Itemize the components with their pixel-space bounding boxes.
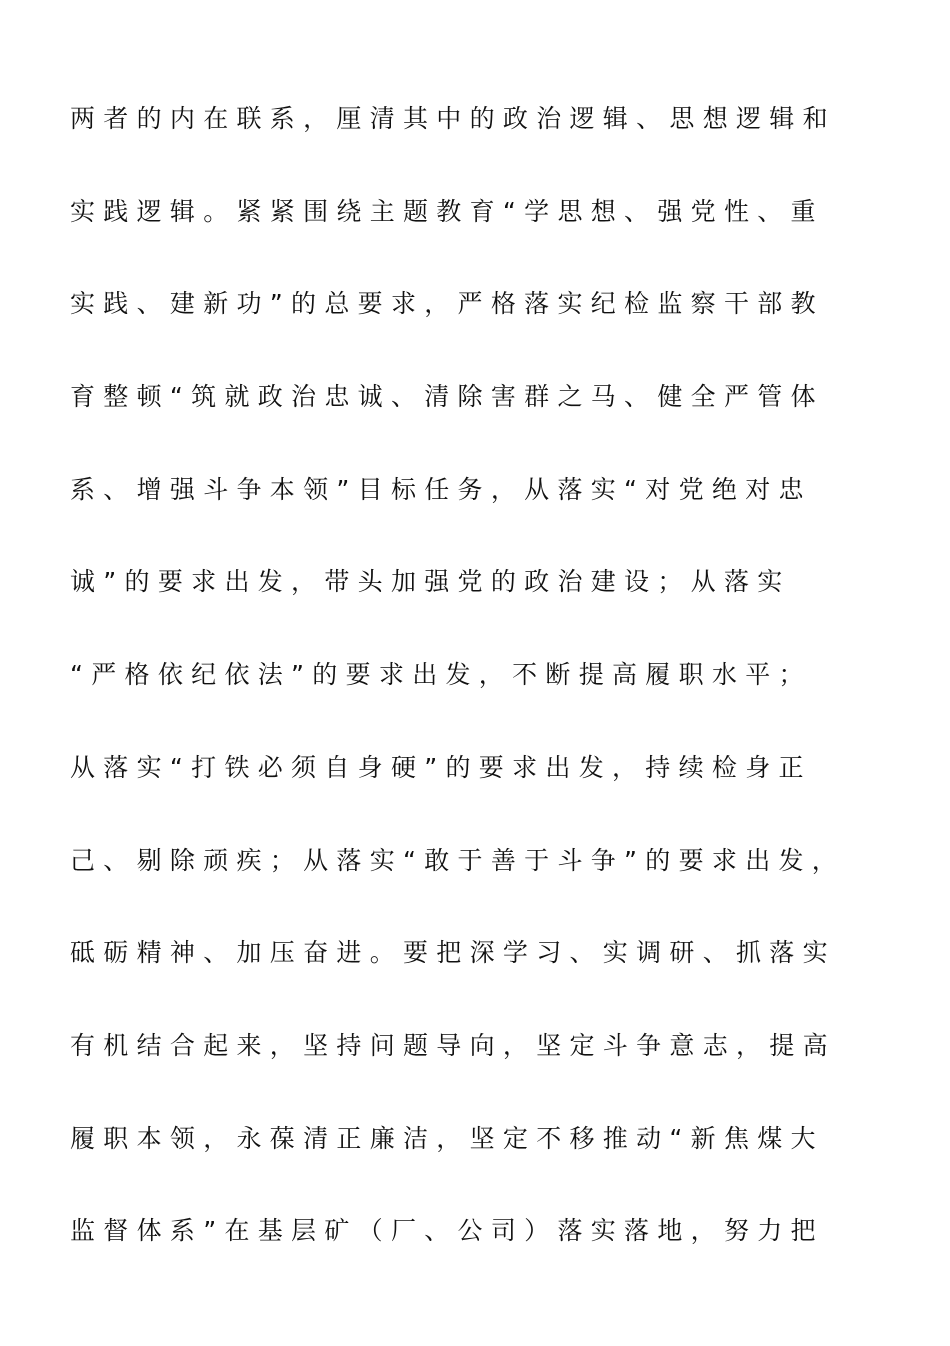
text-line-7: “严格依纪依法”的要求出发，不断提高履职水平； — [70, 660, 812, 690]
text-line-9: 己、剔除顽疾；从落实“敢于善于斗争”的要求出发， — [70, 845, 846, 875]
text-line-13: 监督体系”在基层矿（厂、公司）落实落地，努力把 — [70, 1216, 824, 1246]
text-line-3: 实践、建新功”的总要求，严格落实纪检监察干部教 — [70, 289, 824, 319]
text-line-1: 两者的内在联系，厘清其中的政治逻辑、思想逻辑和 — [70, 104, 836, 133]
text-line-4: 育整顿“筑就政治忠诚、清除害群之马、健全严管体 — [70, 382, 824, 412]
text-line-10: 砥砺精神、加压奋进。要把深学习、实调研、抓落实 — [70, 938, 836, 968]
body-paragraph — [70, 96, 900, 1301]
text-line-5: 系、增强斗争本领”目标任务，从落实“对党绝对忠 — [70, 474, 812, 504]
text-line-2: 实践逻辑。紧紧围绕主题教育“学思想、强党性、重 — [70, 196, 824, 226]
text-line-6: 诚”的要求出发，带头加强党的政治建设；从落实 — [70, 567, 791, 597]
text-line-11: 有机结合起来，坚持问题导向，坚定斗争意志，提高 — [70, 1030, 836, 1060]
text-line-12: 履职本领，永葆清正廉洁，坚定不移推动“新焦煤大 — [70, 1123, 824, 1153]
text-line-8: 从落实“打铁必须自身硬”的要求出发，持续检身正 — [70, 752, 812, 782]
